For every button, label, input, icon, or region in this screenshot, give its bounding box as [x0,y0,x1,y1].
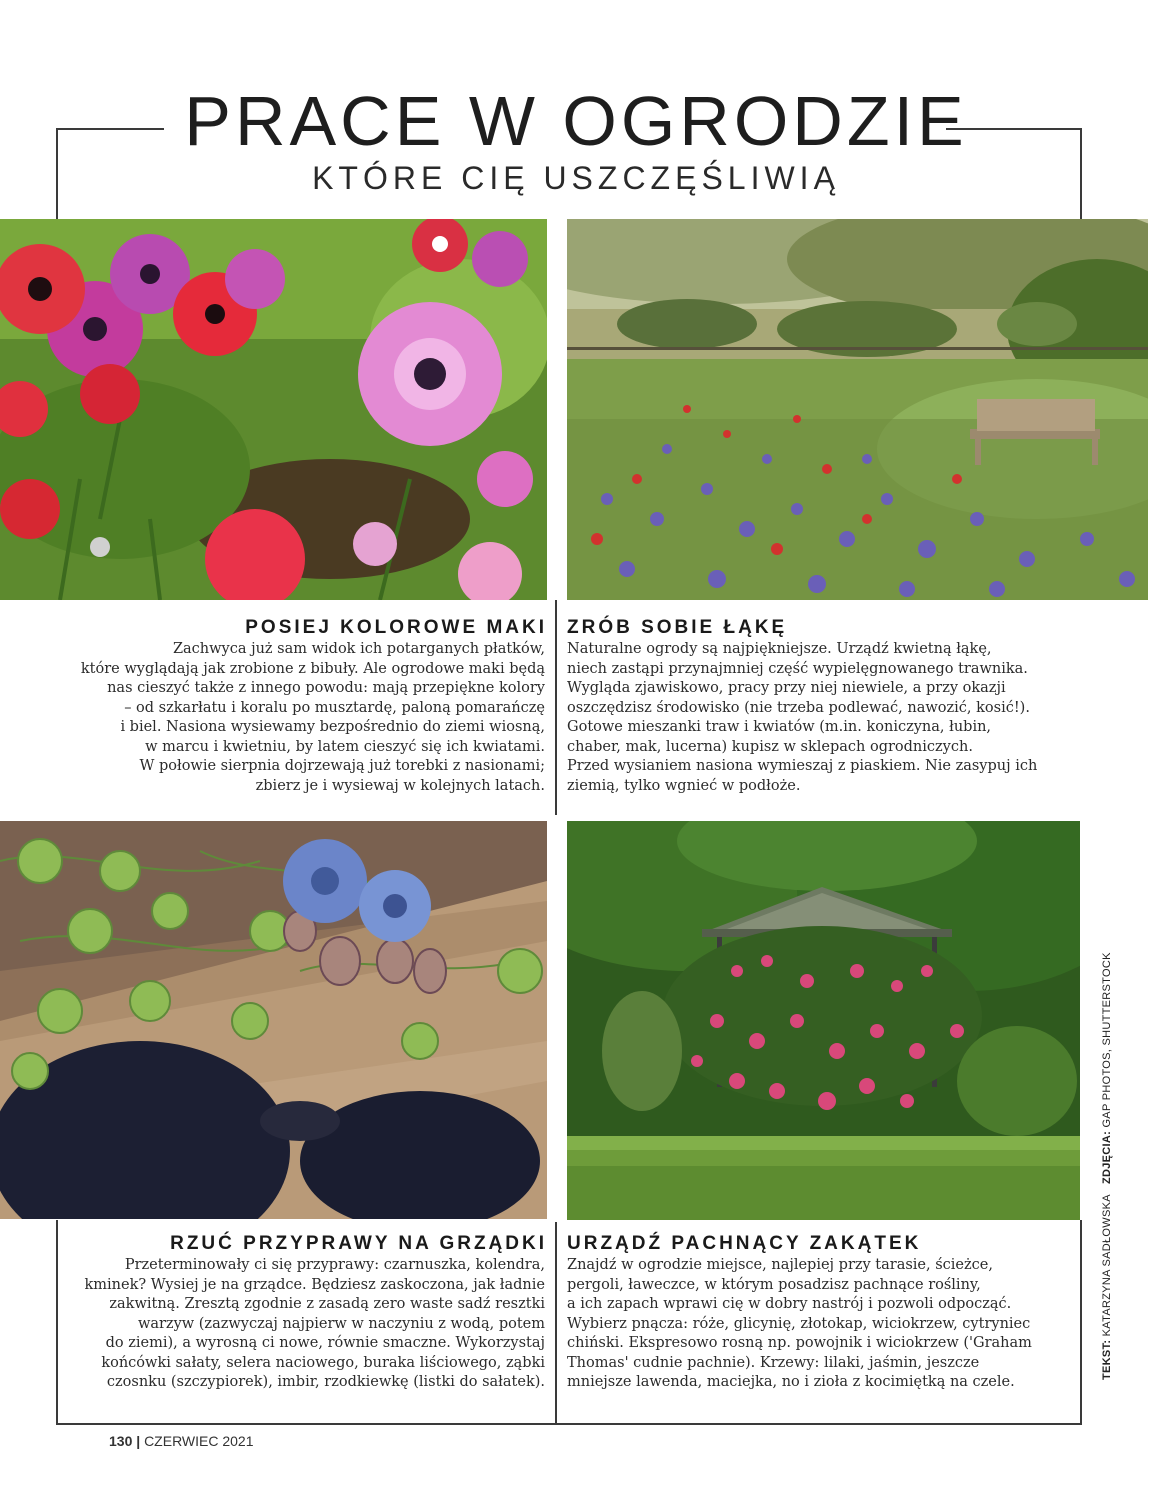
text-line: w marcu i kwietniu, by latem cieszyć się ich kwiatami. [145,738,545,755]
text-line: zakwitną. Zresztą zgodnie z zasadą zero waste sadź resztki [109,1296,545,1312]
text-line: – od szkarłatu i koralu po musztardę, paloną pomarańczę [124,699,545,716]
text-line: mniejsze lawenda, maciejka, no i zioła z kocimiętką na czele. [567,1374,1015,1390]
text-line: Thomas' cudnie pachnie). Krzewy: lilaki, jaśmin, jeszcze [567,1354,980,1371]
text-line: chaber, mak, lucerna) kupisz w sklepach ogrodniczych. [567,738,973,755]
text-line: kminek? Wysiej je na grządce. Będziesz zaskoczona, jak ładnie [84,1276,545,1293]
text-zrob-lake [567,640,1037,796]
column-divider-top [555,600,557,815]
credit-photo-source: GAP PHOTOS, SHUTTERSTOCK [1101,952,1113,1128]
text-line: chiński. Ekspresowo rosną np. powojnik i wiciokrzew ('Graham [567,1335,1032,1351]
text-urzadz-zakatek [567,1256,1032,1393]
text-line: i biel. Nasiona wysiewamy bezpośrednio do ziemi wiosną, [120,719,545,735]
text-line: Gotowe mieszanki traw i kwiatów (m.in. koniczyna, łubin, [567,719,992,735]
text-rzuc-przyprawy [84,1256,545,1393]
frame-right-bottom-line [1080,1220,1082,1425]
page-number: 130 [109,1433,133,1449]
text-line: czosnku (szczypiorek), imbir, rzodkiewkę (listki do sałatek). [106,1374,545,1390]
text-line: Zachwyca już sam widok ich potarganych płatków, [172,641,545,657]
issue-date: CZERWIEC 2021 [144,1433,254,1449]
text-line: Wybierz pnącza: róże, glicynię, złotokap, wiciokrzew, cytryniec [567,1315,1031,1332]
text-line: Przeterminowały ci się przyprawy: czarnuszka, kolendra, [124,1257,545,1273]
text-line: pergoli, ławeczce, w którym posadzisz pachnące rośliny, [567,1276,981,1293]
page-folio [109,1433,254,1449]
text-line: Wygląda zjawiskowo, pracy przy niej niewiele, a przy okazji [567,680,1006,696]
text-line: niech zastąpi przynajmniej część wypielęgnowanego trawnika. [567,660,1028,677]
credit-text-label: TEKST: [1101,1339,1113,1380]
column-divider-bottom [555,1222,557,1424]
text-line: do ziemi), a wyrosną ci nowe, równie smaczne. Wykorzystaj [105,1335,545,1351]
anemones-photo [0,219,547,600]
text-line: a ich zapach wprawi cię w dobry nastrój i pozwoli odpocząć. [567,1296,1012,1312]
page-subtitle: KTÓRE CIĘ USZCZĘŚLIWIĄ [312,160,840,196]
nigella-seeds-photo [0,821,547,1219]
heading-zrob-lake: ZRÓB SOBIE ŁĄKĘ [567,617,788,638]
page-title: PRACE W OGRODZIE [184,82,968,160]
heading-posiej-maki: POSIEJ KOLOROWE MAKI [245,617,547,638]
frame-bottom-line [56,1423,1082,1425]
heading-urzadz-zakatek: URZĄDŹ PACHNĄCY ZAKĄTEK [567,1233,922,1254]
credit-photo-label: ZDJĘCIA: [1101,1130,1113,1185]
text-line: nas cieszyć także z innego powodu: mają przepiękne kolory [107,680,545,696]
text-line: zbierz je i wysiewaj w kolejnych latach. [255,777,545,794]
folio-separator: | [136,1433,141,1449]
text-line: ziemią, tylko wgnieć w podłoże. [567,777,801,794]
heading-rzuc-przyprawy: RZUĆ PRZYPRAWY NA GRZĄDKI [170,1233,547,1254]
text-line: Naturalne ogrody są najpiękniejsze. Urządź kwietną łąkę, [567,641,992,657]
text-posiej-maki [81,640,545,796]
gazebo-roses-photo [567,821,1080,1220]
text-line: warzyw (zazwyczaj najpierw w naczyniu z wodą, potem [137,1315,545,1332]
text-line: oszczędzisz środowisko (nie trzeba podlewać, nawozić, kosić!). [567,699,1030,716]
meadow-photo [567,219,1148,600]
photo-text-credits [1101,952,1113,1380]
text-line: które wyglądają jak zrobione z bibuły. Ale ogrodowe maki będą [80,660,545,677]
text-line: Przed wysianiem nasiona wymieszaj z piaskiem. Nie zasypuj ich [567,758,1038,774]
text-line: końcówki sałaty, selera naciowego, buraka liściowego, ząbki [101,1354,545,1371]
text-line: W połowie sierpnia dojrzewają już torebki z nasionami; [139,758,545,774]
credit-text-author: KATARZYNA SADŁOWSKA [1101,1194,1113,1337]
frame-left-bottom-line [56,1220,58,1425]
text-line: Znajdź w ogrodzie miejsce, najlepiej przy tarasie, ścieżce, [567,1257,993,1273]
